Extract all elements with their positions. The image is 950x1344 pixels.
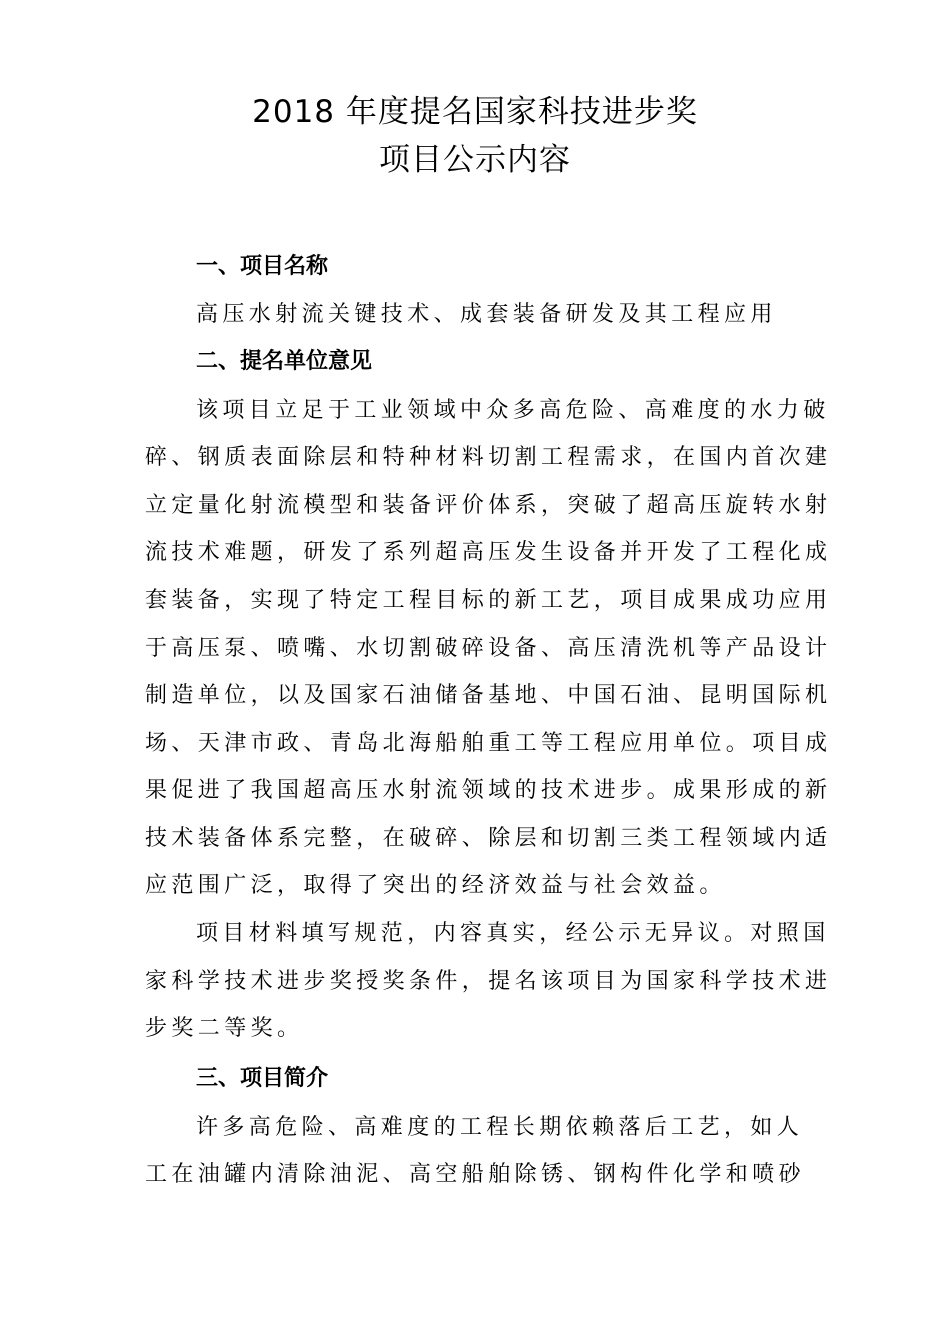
document-title-line-1: 2018 年度提名国家科技进步奖 — [252, 94, 698, 130]
paragraph-line: 技术装备体系完整，在破碎、除层和切割三类工程领域内适 — [145, 826, 832, 851]
paragraph-line: 应范围广泛，取得了突出的经济效益与社会效益。 — [145, 873, 726, 898]
section-3-heading: 三、项目简介 — [196, 1066, 329, 1091]
paragraph-line: 套装备，实现了特定工程目标的新工艺，项目成果成功应用 — [145, 588, 832, 613]
paragraph-line: 立定量化射流模型和装备评价体系，突破了超高压旋转水射 — [145, 493, 832, 518]
paragraph-line: 该项目立足于工业领域中众多高危险、高难度的水力破 — [196, 398, 830, 423]
paragraph-line: 项目材料填写规范，内容真实，经公示无异议。对照国 — [196, 921, 830, 946]
project-name: 高压水射流关键技术、成套装备研发及其工程应用 — [196, 302, 777, 327]
paragraph-line: 流技术难题，研发了系列超高压发生设备并开发了工程化成 — [145, 540, 832, 565]
paragraph-line: 步奖二等奖。 — [145, 1016, 304, 1041]
paragraph-line: 制造单位，以及国家石油储备基地、中国石油、昆明国际机 — [145, 683, 832, 708]
document-title-line-2: 项目公示内容 — [379, 142, 571, 178]
paragraph-line: 果促进了我国超高压水射流领域的技术进步。成果形成的新 — [145, 778, 832, 803]
paragraph-line: 场、天津市政、青岛北海船舶重工等工程应用单位。项目成 — [145, 731, 832, 756]
section-1-heading: 一、项目名称 — [196, 254, 329, 279]
paragraph-line: 碎、钢质表面除层和特种材料切割工程需求，在国内首次建 — [145, 445, 832, 470]
paragraph-line: 工在油罐内清除油泥、高空船舶除锈、钢构件化学和喷砂 — [145, 1162, 806, 1187]
paragraph-line: 家科学技术进步奖授奖条件，提名该项目为国家科学技术进 — [145, 969, 832, 994]
paragraph-line: 于高压泵、喷嘴、水切割破碎设备、高压清洗机等产品设计 — [145, 636, 832, 661]
paragraph-line: 许多高危险、高难度的工程长期依赖落后工艺，如人 — [196, 1115, 804, 1140]
section-2-heading: 二、提名单位意见 — [196, 349, 373, 374]
